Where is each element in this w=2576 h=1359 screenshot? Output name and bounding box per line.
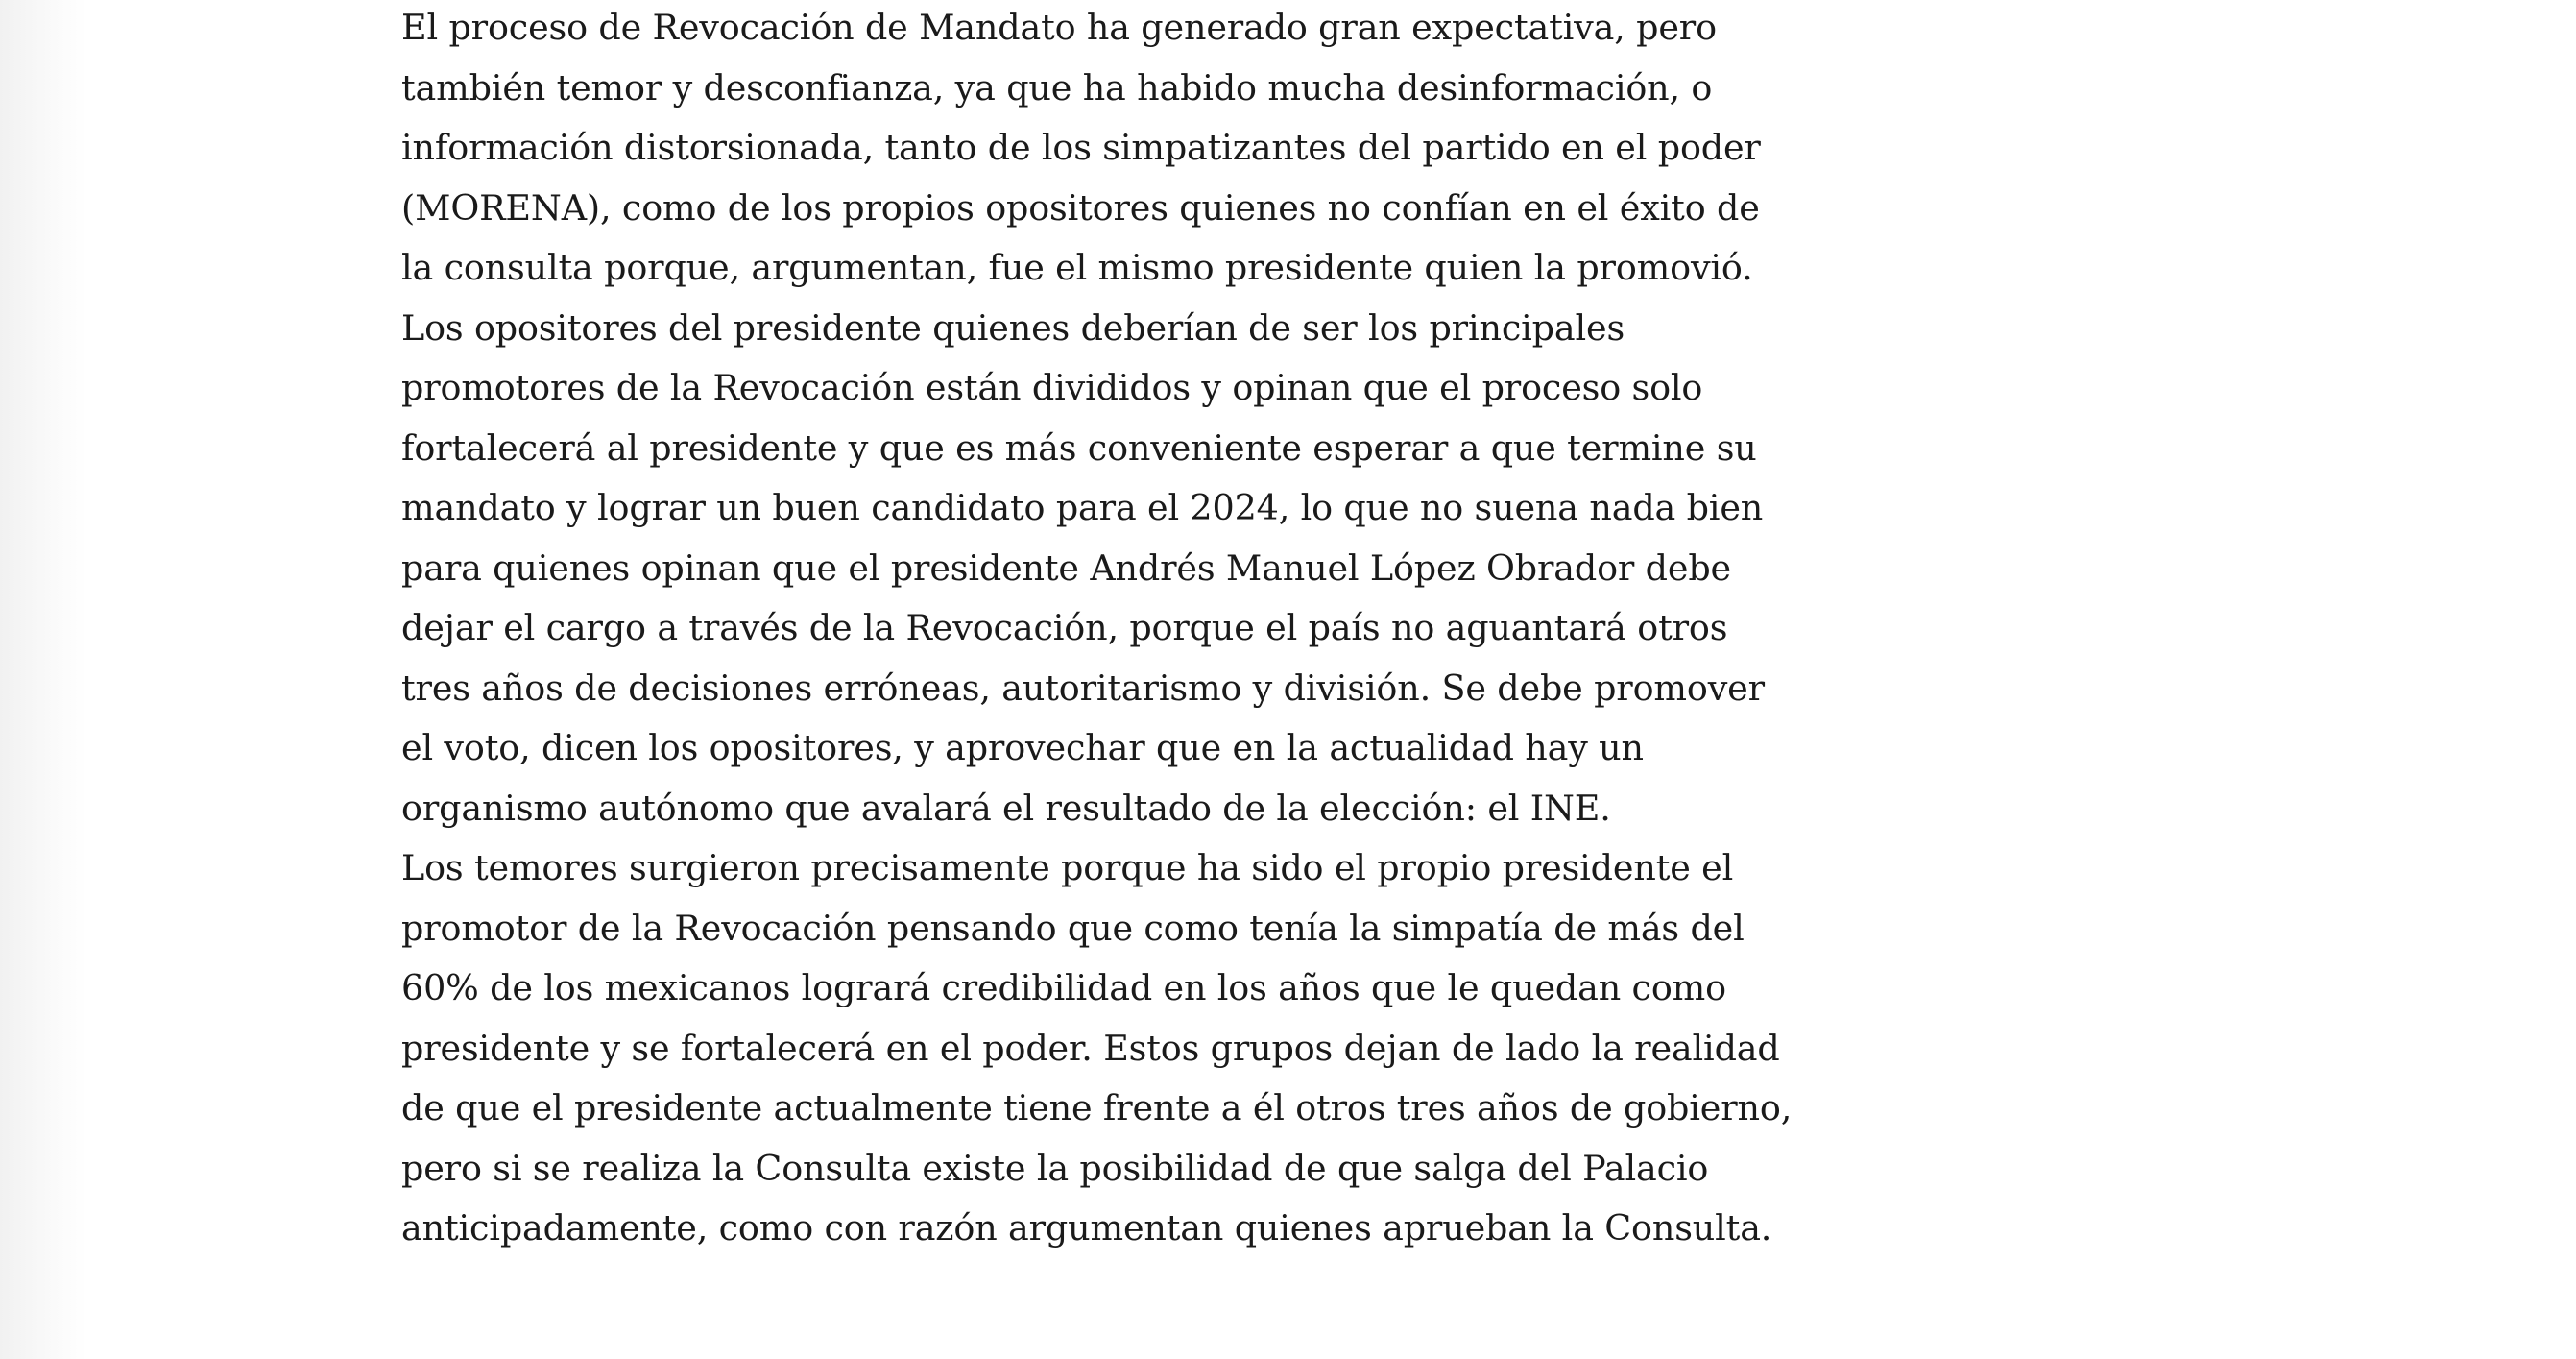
paragraph-line: organismo autónomo que avalará el resultado de la elección: el INE. bbox=[401, 787, 1611, 829]
paragraph-line: Los temores surgieron precisamente porque ha sido el propio presidente el bbox=[401, 847, 1734, 888]
paragraph-line: 60% de los mexicanos logrará credibilidad en los años que le quedan como bbox=[401, 967, 1726, 1008]
page-left-shadow bbox=[0, 0, 86, 1359]
paragraph-line: fortalecerá al presidente y que es más conveniente esperar a que termine su bbox=[401, 426, 1757, 469]
paragraph-line: promotores de la Revocación están divididos y opinan que el proceso solo bbox=[401, 367, 1703, 408]
article-paragraph bbox=[401, 299, 1765, 839]
paragraph-line: presidente y se fortalecerá en el poder. Estos grupos dejan de lado la realidad bbox=[401, 1027, 1780, 1069]
paragraph-line: anticipadamente, como con razón argumentan quienes aprueban la Consulta. bbox=[401, 1207, 1772, 1249]
paragraph-line: también temor y desconfianza, ya que ha habido mucha desinformación, o bbox=[401, 66, 1713, 109]
paragraph-line: de que el presidente actualmente tiene frente a él otros tres años de gobierno, bbox=[401, 1087, 1793, 1128]
paragraph-line: para quienes opinan que el presidente Andrés Manuel López Obrador debe bbox=[401, 546, 1732, 589]
paragraph-line: Los opositores del presidente quienes deberían de ser los principales bbox=[401, 306, 1625, 349]
article-paragraph bbox=[401, 0, 1761, 299]
paragraph-line: promotor de la Revocación pensando que como tenía la simpatía de más del bbox=[401, 907, 1745, 949]
paragraph-line: tres años de decisiones erróneas, autoritarismo y división. Se debe promover bbox=[401, 667, 1765, 709]
paragraph-line: El proceso de Revocación de Mandato ha generado gran expectativa, pero bbox=[401, 7, 1717, 48]
paragraph-line: el voto, dicen los opositores, y aprovechar que en la actualidad hay un bbox=[401, 727, 1644, 768]
paragraph-line: (MORENA), como de los propios opositores quienes no confían en el éxito de bbox=[401, 186, 1760, 229]
article-paragraph bbox=[401, 838, 1793, 1259]
paragraph-line: dejar el cargo a través de la Revocación, porque el país no aguantará otros bbox=[401, 607, 1728, 648]
paragraph-line: información distorsionada, tanto de los simpatizantes del partido en el poder bbox=[401, 127, 1761, 168]
article-body bbox=[401, 0, 1793, 1259]
paragraph-line: pero si se realiza la Consulta existe la posibilidad de que salga del Palacio bbox=[401, 1147, 1709, 1189]
paragraph-line: la consulta porque, argumentan, fue el mismo presidente quien la promovió. bbox=[401, 247, 1753, 288]
paragraph-line: mandato y lograr un buen candidato para el 2024, lo que no suena nada bien bbox=[401, 487, 1764, 528]
